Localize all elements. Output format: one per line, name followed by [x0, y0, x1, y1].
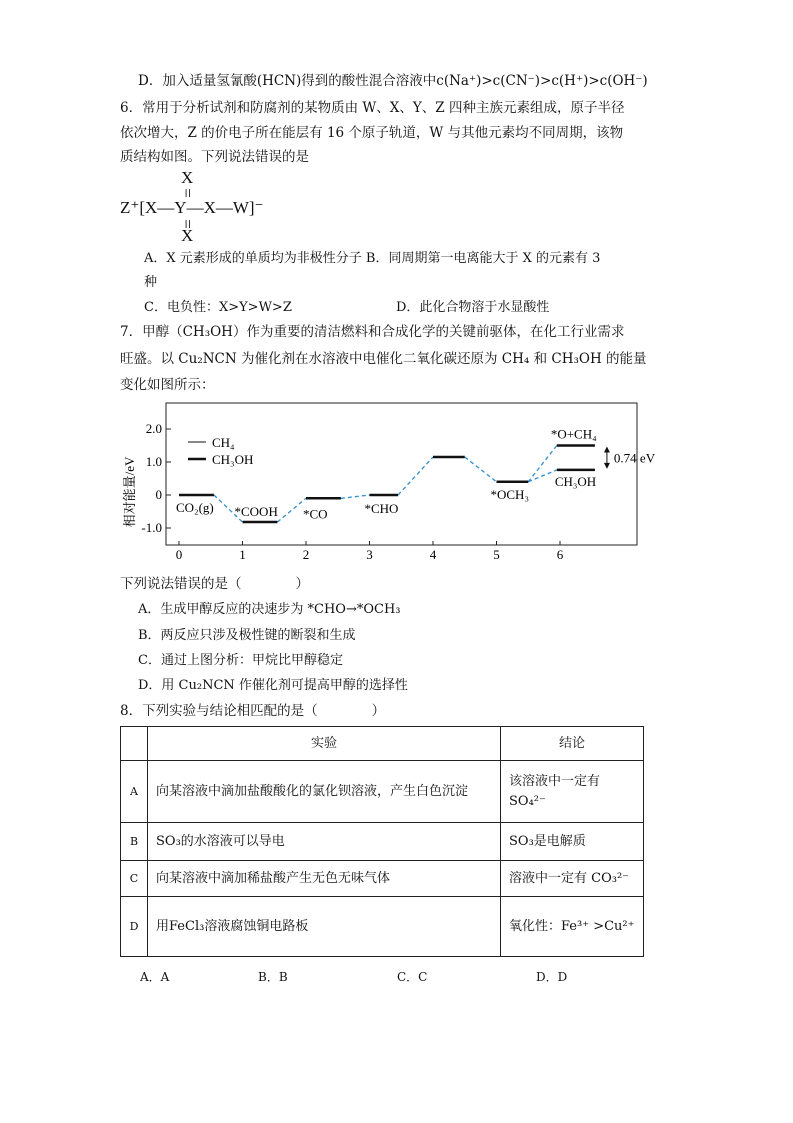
gap-arrow-head-down [604, 463, 610, 469]
q7-option-b: B．两反应只涉及极性键的断裂和生成 [138, 628, 356, 643]
level-label: *CO [303, 506, 328, 522]
chart-ylabel: 相对能量/eV [122, 456, 137, 528]
q6-option-c: C．电负性：X>Y>W>Z [144, 300, 292, 315]
energy-chart [0, 400, 793, 580]
q6-stem-3: 质结构如图。下列说法错误的是 [120, 149, 309, 165]
q6-option-d: D．此化合物溶于水显酸性 [396, 300, 550, 315]
q6-option-a-cont: 种 [144, 275, 158, 290]
x-tick-label: 0 [175, 547, 183, 562]
gap-arrow-head-up [604, 447, 610, 453]
table-header-row [121, 727, 644, 761]
q8-stem: 8．下列实验与结论相匹配的是（ ） [120, 703, 386, 719]
connector-line [465, 457, 497, 482]
connector-line [398, 457, 433, 495]
table-row [121, 861, 644, 897]
connector-line [277, 498, 306, 522]
q7-option-a: A．生成甲醇反应的决速步为 *CHO→*OCH₃ [138, 602, 401, 617]
legend-ch4-label: CH₄ [212, 435, 235, 450]
x-tick-label: 3 [366, 547, 373, 562]
x-tick-label: 2 [302, 547, 310, 562]
row-experiment: 用FeCl₃溶液腐蚀铜电路板 [148, 897, 501, 957]
q7-option-d: D．用 Cu₂NCN 作催化剂可提高甲醇的选择性 [138, 678, 408, 693]
connector-line [341, 495, 370, 498]
table-row [121, 897, 644, 957]
q6-stem-1: 6．常用于分析试剂和防腐剂的某物质由 W、X、Y、Z 四种主族元素组成，原子半径 [120, 100, 625, 116]
row-conclusion: 溶液中一定有 CO₃²⁻ [501, 861, 644, 897]
x-tick-label: 1 [239, 547, 246, 562]
header-conclusion: 结论 [501, 727, 644, 761]
q7-stem-3: 变化如图所示： [120, 377, 215, 393]
row-key: D [121, 897, 148, 957]
q6-option-a: A．X 元素形成的单质均为非极性分子 B．同周期第一电离能大于 X 的元素有 3 [144, 251, 601, 266]
x-tick-label: 5 [493, 547, 500, 562]
q7-stem-1: 7．甲醇（CH₃OH）作为重要的清洁燃料和合成化学的关键前驱体，在化工行业需求 [120, 324, 625, 340]
structure-top-x: X [181, 168, 194, 187]
header-experiment: 实验 [148, 727, 501, 761]
q5-option-d: D．加入适量氢氰酸(HCN)得到的酸性混合溶液中c(Na⁺)>c(CN⁻)>c(H⁺)>c(OH⁻) [138, 73, 648, 89]
structure-double-bond-bottom: = [177, 219, 197, 229]
level-label: CH₃OH [554, 473, 597, 489]
row-experiment: SO₃的水溶液可以导电 [148, 823, 501, 861]
table-row [121, 761, 644, 823]
q8-answer-c: C．C [397, 970, 428, 984]
level-label: *CHO [364, 501, 399, 516]
q8-table [120, 726, 644, 957]
structure-double-bond-top: = [177, 188, 197, 198]
table-row [121, 823, 644, 861]
row-conclusion: 该溶液中一定有 SO₄²⁻ [501, 761, 644, 823]
legend-ch3oh-label: CH₃OH [212, 452, 254, 467]
q8-answer-b: B．B [258, 970, 288, 984]
structure-bottom-x: X [181, 226, 194, 245]
q8-answer-d: D．D [536, 970, 568, 984]
y-tick-label: 2.0 [145, 421, 162, 436]
row-conclusion: SO₃是电解质 [501, 823, 644, 861]
row-key: B [121, 823, 148, 861]
structure-formula [120, 168, 300, 248]
q8-answer-a: A．A [140, 970, 170, 984]
level-label: *O+CH₄ [550, 426, 597, 442]
y-tick-label: 1.0 [145, 454, 162, 469]
y-tick-label: -1.0 [141, 520, 162, 535]
x-tick-label: 6 [556, 547, 564, 562]
row-conclusion: 氧化性：Fe³⁺ >Cu²⁺ [501, 897, 644, 957]
header-key [121, 727, 148, 761]
level-label: *COOH [234, 504, 278, 520]
q6-stem-2: 依次增大，Z 的价电子所在能层有 16 个原子轨道，W 与其他元素均不同周期，该物 [120, 125, 624, 141]
level-label: *OCH₃ [490, 486, 529, 502]
row-experiment: 向某溶液中滴加盐酸酸化的氯化钡溶液，产生白色沉淀 [148, 761, 501, 823]
row-key: C [121, 861, 148, 897]
y-tick-label: 0 [155, 487, 162, 502]
structure-main: Z⁺[X—Y—X—W]⁻ [120, 198, 264, 217]
x-tick-label: 4 [429, 547, 437, 562]
gap-annotation: 0.74 eV [613, 450, 656, 466]
row-key: A [121, 761, 148, 823]
row-experiment: 向某溶液中滴加稀盐酸产生无色无味气体 [148, 861, 501, 897]
level-label: CO₂(g) [176, 500, 214, 515]
q7-question: 下列说法错误的是（ ） [120, 576, 309, 592]
q7-option-c: C．通过上图分析：甲烷比甲醇稳定 [138, 653, 343, 668]
q7-stem-2: 旺盛。以 Cu₂NCN 为催化剂在水溶液中电催化二氧化碳还原为 CH₄ 和 CH₃OH 的能量 [120, 351, 647, 367]
